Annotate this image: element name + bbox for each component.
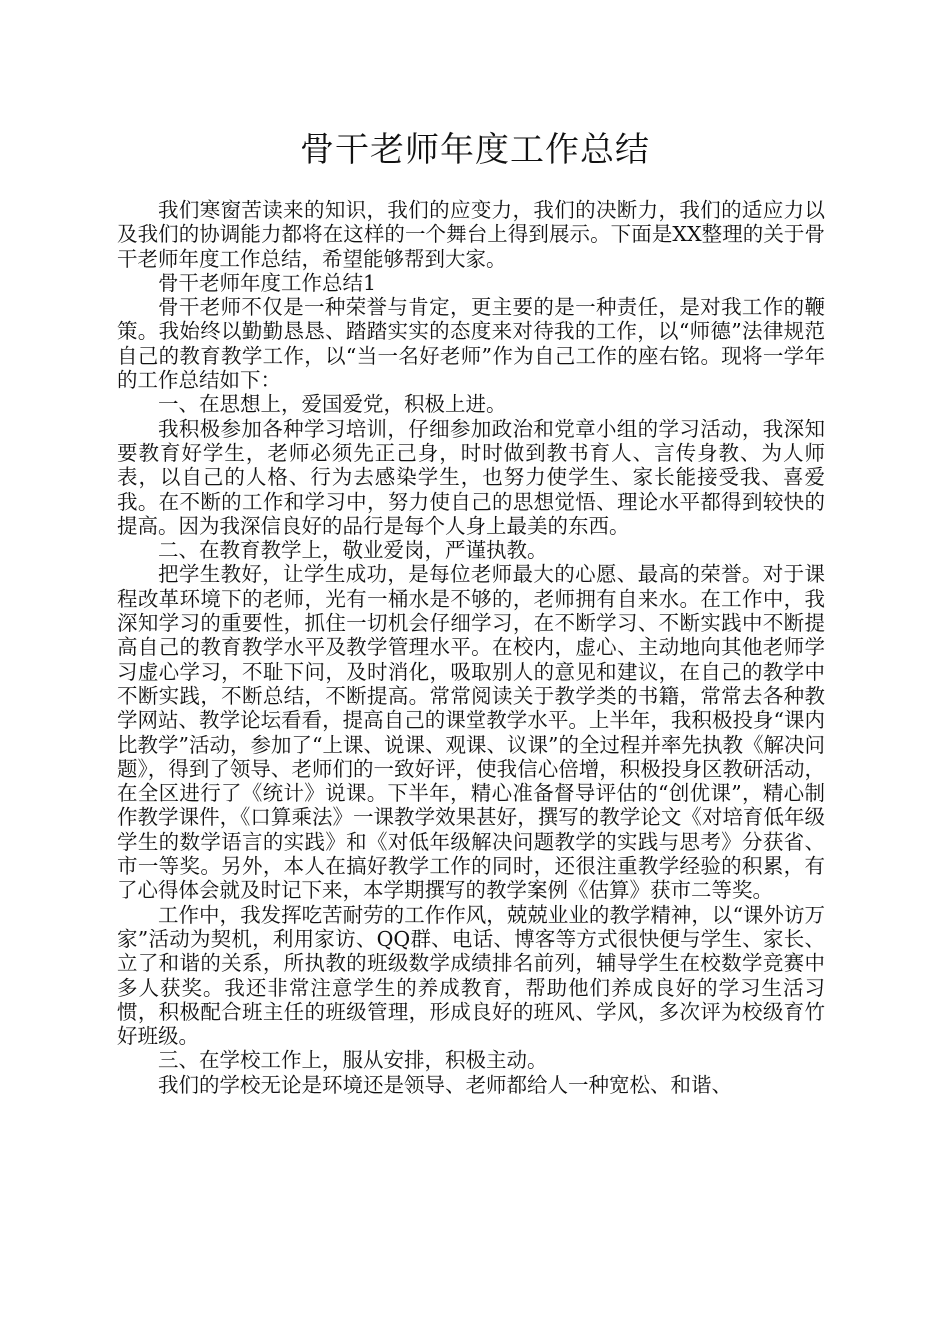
- body-paragraph: 我积极参加各种学习培训，仔细参加政治和党章小组的学习活动，我深知要教育好学生，老师必须先正己身，时时做到教书育人、言传身教、为人师表，以自己的人格、行为去感染学生，也努力使学生、家长能接受我、喜爱我。在不断的工作和学习中，努力使自己的思想觉悟、理论水平都得到较快的提高。因为我深信良好的品行是每个人身上最美的东西。: [117, 416, 825, 538]
- section-heading: 二、在教育教学上，敬业爱岗，严谨执教。: [158, 538, 548, 563]
- intro-paragraph: 我们寒窗苦读来的知识，我们的应变力，我们的决断力，我们的适应力以及我们的协调能力都将在这样的一个舞台上得到展示。下面是XX整理的关于骨干老师年度工作总结，希望能够帮到大家。: [117, 198, 825, 271]
- document-body: [117, 198, 825, 1097]
- section-heading: 一、在思想上，爱国爱党，积极上进。: [158, 392, 507, 417]
- section-heading: 骨干老师年度工作总结1: [158, 270, 377, 295]
- body-paragraph: 工作中，我发挥吃苦耐劳的工作作风，兢兢业业的教学精神，以“课外访万家”活动为契机，利用家访、QQ群、电话、博客等方式很快便与学生、家长、立了和谐的关系，所执教的班级数学成绩排名前列，辅导学生在校数学竞赛中多人获奖。我还非常注意学生的养成教育，帮助他们养成良好的学习生活习惯，积极配合班主任的班级管理，形成良好的班风、学风，多次评为校级育竹好班级。: [117, 902, 825, 1049]
- body-paragraph: 骨干老师不仅是一种荣誉与肯定，更主要的是一种责任，是对我工作的鞭策。我始终以勤勤恳恳、踏踏实实的态度来对待我的工作，以“师德”法律规范自己的教育教学工作，以“当一名好老师”作为自己工作的座右铭。现将一学年的工作总结如下：: [117, 295, 825, 393]
- body-paragraph: 把学生教好，让学生成功，是每位老师最大的心愿、最高的荣誉。对于课程改革环境下的老师，光有一桶水是不够的，老师拥有自来水。在工作中，我深知学习的重要性，抓住一切机会仔细学习，在不断学习、不断实践中不断提高自己的教育教学水平及教学管理水平。在校内，虚心、主动地向其他老师学习虚心学习，不耻下问，及时消化，吸取别人的意见和建议，在自己的教学中不断实践，不断总结，不断提高。常常阅读关于教学类的书籍，常常去各种教学网站、教学论坛看看，提高自己的课堂教学水平。上半年，我积极投身“课内比教学”活动，参加了“上课、说课、观课、议课”的全过程并率先执教《解决问题》，得到了领导、老师们的一致好评，使我信心倍增，积极投身区教研活动，在全区进行了《统计》说课。下半年，精心准备督导评估的“创优课”，精心制作教学课件，《口算乘法》一课教学效果甚好，撰写的教学论文《对培育低年级学生的数学语言的实践》和《对低年级解决问题教学的实践与思考》分获省、市一等奖。另外，本人在搞好教学工作的同时，还很注重教学经验的积累，有了心得体会就及时记下来，本学期撰写的教学案例《估算》获市二等奖。: [117, 562, 825, 903]
- body-paragraph: 我们的学校无论是环境还是领导、老师都给人一种宽松、和谐、: [158, 1072, 732, 1097]
- section-heading: 三、在学校工作上，服从安排，积极主动。: [158, 1048, 548, 1073]
- document-title: 骨干老师年度工作总结: [300, 130, 650, 170]
